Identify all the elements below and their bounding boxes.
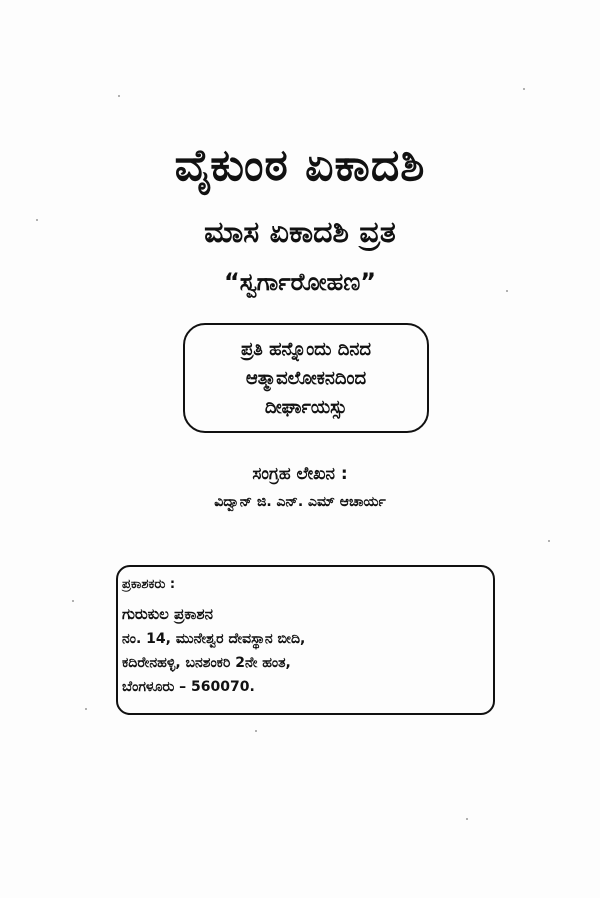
scan-speck (36, 219, 38, 221)
scan-speck (72, 600, 74, 602)
quoted-tagline: “ಸ್ವರ್ಗಾರೋಹಣ” (223, 268, 376, 296)
book-subtitle: ಮಾಸ ಏಕಾದಶಿ ವ್ರತ (204, 215, 396, 250)
scan-speck (466, 818, 468, 820)
highlight-line: ದೀರ್ಘಾಯಸ್ಸು (264, 397, 348, 418)
publisher-address-line: ನಂ. 14, ಮುನೇಶ್ವರ ದೇವಸ್ಥಾನ ಬೀದಿ, (122, 631, 306, 647)
highlight-line: ಆತ್ಮಾವಲೋಕನದಿಂದ (245, 368, 367, 389)
scan-speck (118, 95, 120, 97)
compiler-label: ಸಂಗ್ರಹ ಲೇಖನ : (252, 464, 348, 484)
publisher-name: ಗುರುಕುಲ ಪ್ರಕಾಶನ (122, 605, 213, 623)
publisher-address-line: ಕದಿರೇನಹಳ್ಳಿ, ಬನಶಂಕರಿ 2ನೇ ಹಂತ, (122, 655, 291, 671)
highlight-box (183, 323, 429, 433)
compiler-name: ವಿದ್ವಾನ್ ಜಿ. ಎನ್. ಎಮ್ ಆಚಾರ್ಯ (214, 494, 386, 510)
highlight-line: ಪ್ರತಿ ಹನ್ನೊಂದು ದಿನದ (240, 339, 372, 360)
scan-speck (255, 730, 257, 732)
publisher-label: ಪ್ರಕಾಶಕರು : (122, 577, 176, 592)
scan-speck (523, 88, 525, 90)
publisher-box (116, 565, 495, 715)
scan-speck (506, 290, 508, 292)
publisher-address-line: ಬೆಂಗಳೂರು – 560070. (122, 679, 255, 695)
scan-speck (548, 540, 550, 542)
book-title: ವೈಕುಂಠ ಏಕಾದಶಿ (174, 140, 426, 191)
scan-speck (85, 708, 87, 710)
